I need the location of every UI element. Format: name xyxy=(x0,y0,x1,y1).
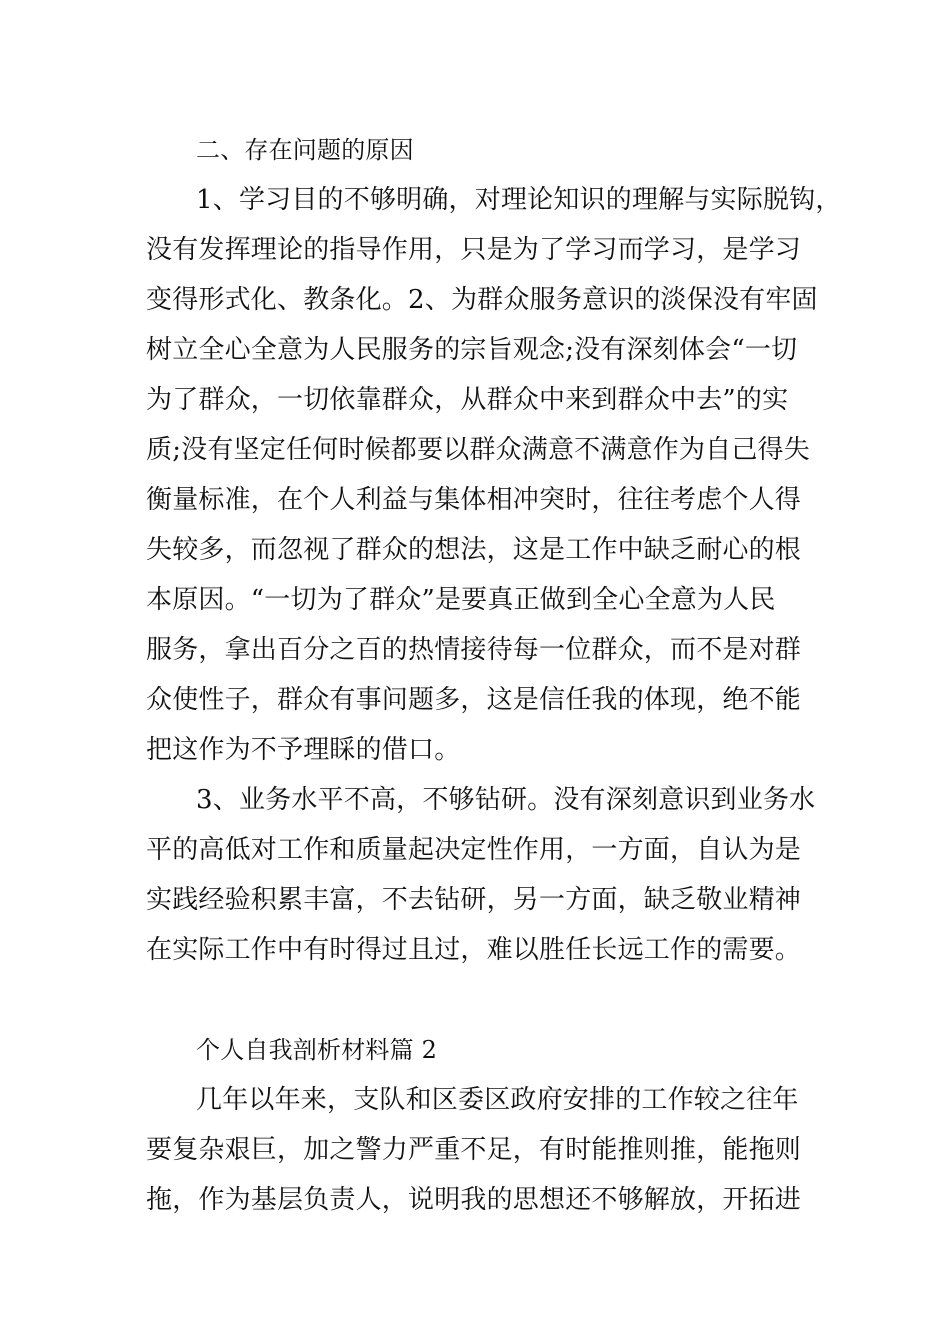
paragraph-line: 为了群众，一切依靠群众，从群众中来到群众中去”的实 xyxy=(146,385,789,415)
paragraph-line: 3、业务水平不高，不够钻研。没有深刻意识到业务水 xyxy=(196,785,816,815)
paragraph-line: 本原因。“一切为了群众”是要真正做到全心全意为人民 xyxy=(146,585,776,615)
paragraph-line: 变得形式化、教条化。2、为群众服务意识的淡保没有牢固 xyxy=(146,285,818,315)
section-heading: 二、存在问题的原因 xyxy=(196,136,414,164)
paragraph-line: 衡量标准，在个人利益与集体相冲突时，往往考虑个人得 xyxy=(146,485,802,515)
paragraph-line: 失较多，而忽视了群众的想法，这是工作中缺乏耐心的根 xyxy=(146,535,802,565)
paragraph-line: 1、学习目的不够明确，对理论知识的理解与实际脱钩， xyxy=(196,185,842,215)
paragraph-line: 把这作为不予理睬的借口。 xyxy=(146,735,461,765)
paragraph-line: 树立全心全意为人民服务的宗旨观念;没有深刻体会“一切 xyxy=(146,335,798,365)
paragraph-line: 质;没有坚定任何时候都要以群众满意不满意作为自己得失 xyxy=(146,435,810,465)
paragraph-line: 实践经验积累丰富，不去钻研，另一方面，缺乏敬业精神 xyxy=(146,885,802,915)
paragraph-line: 要复杂艰巨，加之警力严重不足，有时能推则推，能拖则 xyxy=(146,1135,802,1165)
paragraph-line: 在实际工作中有时得过且过，难以胜任长远工作的需要。 xyxy=(146,935,802,965)
paragraph-line: 没有发挥理论的指导作用，只是为了学习而学习，是学习 xyxy=(146,235,802,265)
article-title: 个人自我剖析材料篇 2 xyxy=(196,1036,438,1064)
paragraph-line: 服务，拿出百分之百的热情接待每一位群众，而不是对群 xyxy=(146,635,802,665)
paragraph-line: 平的高低对工作和质量起决定性作用，一方面，自认为是 xyxy=(146,835,802,865)
paragraph-line: 拖，作为基层负责人，说明我的思想还不够解放，开拓进 xyxy=(146,1185,802,1215)
paragraph-line: 几年以年来，支队和区委区政府安排的工作较之往年 xyxy=(196,1085,799,1115)
paragraph-line: 众使性子，群众有事问题多，这是信任我的体现，绝不能 xyxy=(146,685,802,715)
